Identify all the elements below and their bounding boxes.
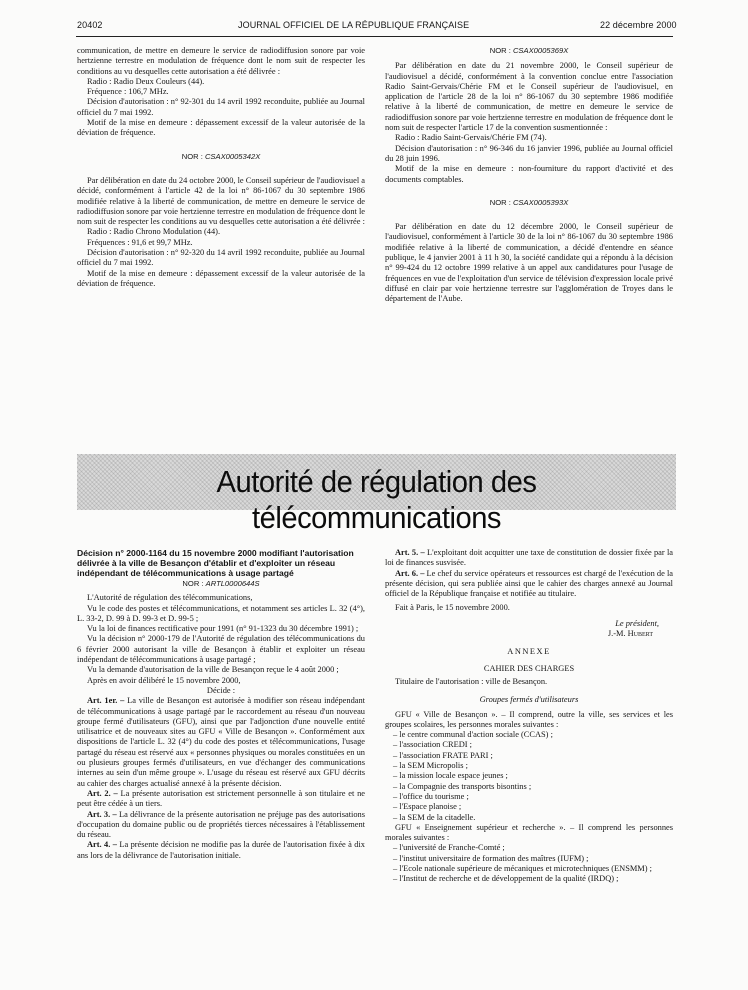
section-banner [77,454,676,535]
left-top-column [77,46,365,289]
article-text: La ville de Besançon est autorisée à modifier son réseau indépendant de télécommunications à usage partagé par le raccordement au réseau d'un nouveau groupe fermé d'utilisateurs (GFU), ainsi que par l'adjonction d'une nouvelle entité utilisatrice et de nouveaux sites au GFU « Ville de Besançon ». Conformément aux dispositions de l'article L. 32 (4°) du code des postes et télécommunications, l'usage partagé du réseau est réservé aux « personnes physiques ou morales constituées en un ou plusieurs groupes fermés d'utilisateurs, en vue d'échanger des communications internes au sein d'un même groupe ». L'usage du réseau est réservé aux GFU décrits au cahier des charges actualisé annexé à la présente décision. [77,696,366,788]
paragraph: Vu la demande d'autorisation de la ville de Besançon reçue le 4 août 2000 ; [87,665,339,675]
list-item: – la Compagnie des transports bisontins ; [393,781,532,791]
journal-title: JOURNAL OFFICIEL DE LA RÉPUBLIQUE FRANÇAISE [238,20,470,30]
article [385,569,673,600]
signature-title: Le président, [615,618,659,628]
article-label: Art. 2. – [87,788,118,798]
paragraph: Motif de la mise en demeure : dépassement excessif de la valeur autorisée de la déviation de fréquence. [77,118,365,138]
paragraph: Par délibération en date du 12 décembre 2000, le Conseil supérieur de l'audiovisuel, conformément à l'article 30 de la loi n° 86-1067 du 30 septembre 1986 modifiée relative à la liberté de communication, a décidé d'entendre en séance publique, le 4 janvier 2001 à 11 h 30, la société candidate qui a répondu à la décision n° 99-424 du 12 octobre 1999 relative à un appel aux candidatures pour l'usage de fréquences en vue de l'exploitation d'un service de télévision d'expression locale privé diffusé en clair par voie hertzienne terrestre sur l'agglomération de Troyes dans le département de l'Aube. [385,222,674,304]
list-item: – l'institut universitaire de formation des maîtres (IUFM) ; [393,853,589,863]
list-item: – l'Ecole nationale supérieure de mécaniques et microtechniques (ENSMM) ; [393,864,652,874]
article-text: La présente décision ne modifie pas la durée de l'autorisation fixée à dix ans lors de la délivrance de l'autorisation initiale. [77,840,365,860]
article-text: L'exploitant doit acquitter une taxe de constitution de dossier fixée par la loi de finances susvisée. [385,548,674,568]
paragraph: Après en avoir délibéré le 15 novembre 2000, [87,675,241,685]
left-bottom-column [77,548,365,861]
nor-label: NOR : [489,197,511,207]
article-label: Art. 6. – [395,568,425,578]
article-text: Le chef du service opérateurs et ressources est chargé de l'exécution de la présente décision, qui sera publiée ainsi que le cahier des charges annexé au Journal officiel de la République française et notifiée au titulaire. [385,568,673,599]
paragraph: Motif de la mise en demeure : dépassement excessif de la valeur autorisée de la déviation de fréquence. [77,268,365,288]
issue-date: 22 décembre 2000 [600,20,677,30]
list-item: – la SEM de la citadelle. [393,812,476,822]
paragraph: communication, de mettre en demeure le service de radiodiffusion sonore par voie hertzienne terrestre en modulation de fréquence dont le nom suit de respecter les conditions au vu desquelles cette autorisation a été délivrée : [77,46,365,76]
right-bottom-column [385,548,673,885]
list-item: – l'Institut de recherche et de développement de la qualité (IRDQ) ; [393,874,619,884]
article-text: La délivrance de la présente autorisation ne préjuge pas des autorisations d'occupation du domaine public ou de propriétés tierces nécessaires à l'établissement du réseau. [77,809,365,840]
nor-label: NOR : [489,46,511,55]
paragraph: L'Autorité de régulation des télécommunications, [87,593,253,603]
paragraph: Vu la décision n° 2000-179 de l'Autorité de régulation des télécommunications du 6 février 2000 autorisant la ville de Besançon à établir et exploiter un réseau indépendant de télécommunications à usage partagé ; [77,634,365,665]
header-rule [76,36,673,37]
paragraph: GFU « Enseignement supérieur et recherche ». – Il comprend les personnes morales suivantes : [385,822,673,843]
nor-reference [385,46,673,56]
place-date: Fait à Paris, le 15 novembre 2000. [395,603,510,613]
article [77,696,365,789]
nor-label: NOR : [181,151,203,161]
paragraph: Par délibération en date du 24 octobre 2000, le Conseil supérieur de l'audiovisuel a décidé, conformément à l'article 42 de la loi n° 86-1067 du 30 septembre 1986 modifiée relative à la liberté de communication, de mettre en demeure le service de radiodiffusion sonore par voie hertzienne terrestre en modulation de fréquence dont le nom suit de respecter les conditions au vu desquelles cette autorisation a été délivrée : [77,175,365,227]
paragraph: Décision d'autorisation : n° 92-320 du 14 avril 1992 reconduite, publiée au Journal officiel du 7 mai 1992. [77,248,365,268]
decision-title: Décision n° 2000-1164 du 15 novembre 2000 modifiant l'autorisation délivrée à la ville de Besançon d'établir et d'exploiter un réseau indépendant de télécommunications à usage partagé [77,548,354,578]
nor-label: NOR : [182,579,204,588]
article [385,548,673,569]
paragraph: Décision d'autorisation : n° 92-301 du 14 avril 1992 reconduite, publiée au Journal officiel du 7 mai 1992. [77,97,365,117]
section-title: Autorité de régulation des télécommunications [216,464,537,535]
nor-code: CSAX0005393X [512,197,569,207]
list-item: – l'Espace planoise ; [393,802,462,812]
paragraph: Par délibération en date du 21 novembre 2000, le Conseil supérieur de l'audiovisuel a décidé, conformément à la convention conclue entre l'association Radio Saint-Gervais/Chérie FM et le Conseil supérieur de l'audiovisuel, en application de l'article 28 de la loi n° 86-1067 du 30 septembre 1986 modifiée relative à la liberté de communication, de mettre en demeure le service de radiodiffusion sonore par voie hertzienne terrestre en modulation de fréquence dont le nom suit de respecter l'article 17 de la convention susmentionnée : [385,61,673,133]
list-item: – l'association FRATE PARI ; [393,750,493,760]
article [77,840,365,861]
article-label: Art. 4. – [87,840,117,850]
paragraph: Vu la loi de finances rectificative pour 1991 (n° 91-1323 du 30 décembre 1991) ; [87,624,359,634]
list-item: – l'université de Franche-Comté ; [393,843,505,853]
paragraph: GFU « Ville de Besançon ». – Il comprend, outre la ville, ses services et les groupes scolaires, les personnes morales suivantes : [385,709,673,729]
paragraph: Radio : Radio Chrono Modulation (44). [87,227,221,237]
article-label: Art. 1er. – [87,696,125,706]
list-item: – la SEM Micropolis ; [393,761,468,771]
list-item: – l'association CREDI ; [393,740,472,750]
article-label: Art. 3. – [87,809,117,819]
nor-code: CSAX0005369X [512,46,569,55]
decide-heading: Décide : [206,685,236,695]
nor-code: CSAX0005342X [204,151,261,161]
signature-name: J.-M. Hubert [607,629,653,639]
groupes-heading: Groupes fermés d'utilisateurs [479,695,579,705]
paragraph: Fréquence : 106,7 MHz. [87,87,169,97]
article-text: La présente autorisation est strictement personnelle à son titulaire et ne peut être cédée à un tiers. [77,788,365,809]
article [77,810,365,841]
annex-heading: ANNEXE [507,647,551,657]
nor-reference [77,152,365,162]
list-item: – le centre communal d'action sociale (CCAS) ; [393,730,553,740]
gfu1-list [385,730,673,823]
list-item: – la mission locale espace jeunes ; [393,771,508,781]
paragraph: Radio : Radio Deux Couleurs (44). [87,76,205,86]
paragraph: Motif de la mise en demeure : non-fourniture du rapport d'activité et des documents comptables. [385,164,673,184]
paragraph: Vu le code des postes et télécommunications, et notamment ses articles L. 32 (4°), L. 33-2, D. 99 à D. 99-3 et D. 99-5 ; [77,603,365,623]
cahier-heading: CAHIER DES CHARGES [483,663,575,673]
paragraph: Radio : Radio Saint-Gervais/Chérie FM (74). [395,133,547,143]
paragraph: Titulaire de l'autorisation : ville de Besançon. [395,676,548,686]
nor-code: ARTL0000644S [205,579,260,588]
article [77,789,365,810]
article-label: Art. 5. – [395,548,425,557]
paragraph: Fréquences : 91,6 et 99,7 MHz. [87,237,193,247]
page-number: 20402 [77,20,103,30]
right-top-column [385,46,673,305]
list-item: – l'office du tourisme ; [393,791,469,801]
nor-reference [385,198,673,208]
gfu2-list [385,843,673,884]
nor-reference [77,579,365,589]
paragraph: Décision d'autorisation : n° 96-346 du 16 janvier 1996, publiée au Journal officiel du 28 juin 1996. [385,143,673,163]
